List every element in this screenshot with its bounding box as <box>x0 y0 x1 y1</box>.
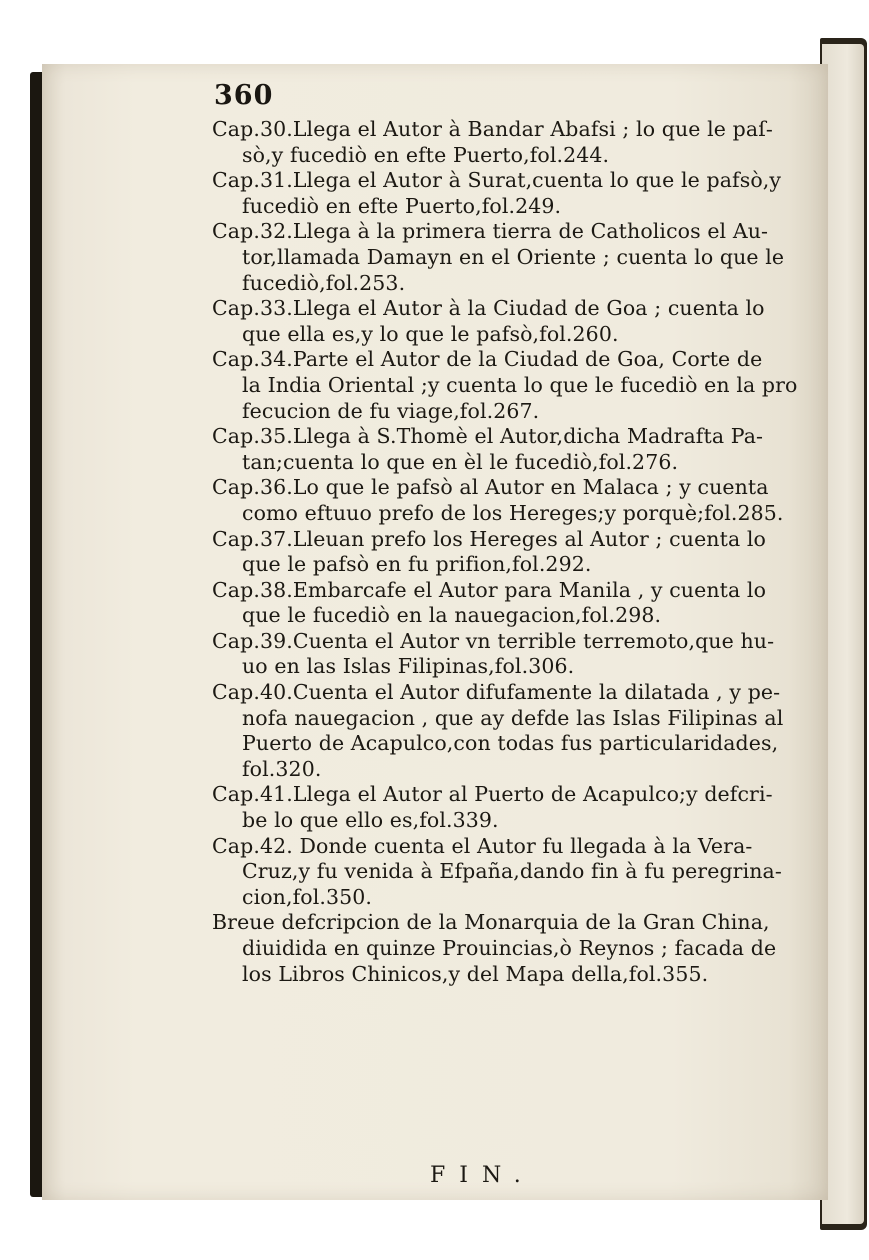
toc-entry <box>212 475 804 526</box>
page-number: 360 <box>214 80 274 111</box>
toc-entry-continuation-line: fecucion de fu viage,fol.267. <box>242 398 540 423</box>
toc-entry <box>212 168 804 219</box>
toc-entry <box>212 629 804 680</box>
toc-entry-heading-line: Cap.35.Llega à S.Thomè el Autor,dicha Madrafta Pa- <box>212 424 764 449</box>
table-of-contents <box>212 117 804 987</box>
toc-entry-continuation-line: tan;cuenta lo que en èl le fucediò,fol.276. <box>242 449 679 474</box>
toc-entry-heading-line: Cap.33.Llega el Autor à la Ciudad de Goa ; cuenta lo <box>212 296 765 321</box>
toc-entry-heading-line: Cap.37.Lleuan prefo los Hereges al Autor ; cuenta lo <box>212 526 766 551</box>
toc-entry-heading-line: Cap.31.Llega el Autor à Surat,cuenta lo que le pafsò,y <box>212 168 782 193</box>
toc-entry <box>212 680 804 782</box>
toc-entry <box>212 219 804 296</box>
toc-entry-continuation-line: fucediò en efte Puerto,fol.249. <box>242 193 562 218</box>
toc-entry-heading-line: Cap.38.Embarcafe el Autor para Manila , y cuenta lo <box>212 577 767 602</box>
toc-entry-heading-line: Cap.36.Lo que le pafsò al Autor en Malaca ; y cuenta <box>212 475 769 500</box>
toc-entry-continuation-line: la India Oriental ;y cuenta lo que le fucediò en la pro <box>242 372 798 397</box>
toc-entry-continuation-line: tor,llamada Damayn en el Oriente ; cuenta lo que le <box>242 244 785 269</box>
toc-entry-continuation-line: cion,fol.350. <box>242 884 373 909</box>
toc-entry-heading-line: Cap.39.Cuenta el Autor vn terrible terremoto,que hu- <box>212 628 775 653</box>
end-mark: FIN. <box>430 1163 535 1188</box>
toc-entry-heading-line: Cap.32.Llega à la primera tierra de Catholicos el Au- <box>212 219 769 244</box>
toc-entry <box>212 578 804 629</box>
toc-entry <box>212 296 804 347</box>
toc-entry-heading-line: Cap.40.Cuenta el Autor difufamente la dilatada , y pe- <box>212 680 781 705</box>
toc-entry-continuation-line: los Libros Chinicos,y del Mapa della,fol.355. <box>242 961 709 986</box>
toc-entry-continuation-line: sò,y fucediò en efte Puerto,fol.244. <box>242 142 610 167</box>
toc-entry-continuation-line: que ella es,y lo que le pafsò,fol.260. <box>242 321 619 346</box>
toc-entry-continuation-line: diuidida en quinze Prouincias,ò Reynos ; facada de <box>242 936 777 960</box>
toc-entry-continuation-line: como eftuuo prefo de los Hereges;y porquè;fol.285. <box>242 500 784 525</box>
toc-entry-continuation-line: Puerto de Acapulco,con todas fus particularidades, <box>242 731 779 756</box>
toc-entry-continuation-line: be lo que ello es,fol.339. <box>242 808 499 833</box>
toc-entry-continuation-line: Cruz,y fu venida à Efpaña,dando fin à fu peregrina- <box>242 859 782 884</box>
toc-entry-heading-line: Cap.42. Donde cuenta el Autor fu llegada à la Vera- <box>212 833 753 858</box>
toc-entry <box>212 782 804 833</box>
toc-entry <box>212 834 804 911</box>
facing-page-edge <box>822 44 864 1224</box>
toc-entry-heading-line: Cap.30.Llega el Autor à Bandar Abafsi ; lo que le paſ- <box>212 117 773 141</box>
toc-entry-continuation-line: uo en las Islas Filipinas,fol.306. <box>242 654 575 679</box>
toc-entry <box>212 910 804 987</box>
toc-entry-heading-line: Cap.34.Parte el Autor de la Ciudad de Goa, Corte de <box>212 347 763 372</box>
toc-entry-continuation-line: que le fucediò en la nauegacion,fol.298. <box>242 603 662 628</box>
toc-entry <box>212 347 804 424</box>
toc-entry-continuation-line: fol.320. <box>242 756 322 781</box>
toc-entry <box>212 527 804 578</box>
toc-entry-continuation-line: nofa nauegacion , que ay defde las Islas Filipinas al <box>242 705 784 730</box>
toc-entry-heading-line: Breue defcripcion de la Monarquia de la Gran China, <box>212 910 770 935</box>
toc-entry-continuation-line: que le pafsò en fu prifion,fol.292. <box>242 552 592 577</box>
toc-entry-heading-line: Cap.41.Llega el Autor al Puerto de Acapulco;y defcri- <box>212 782 773 807</box>
toc-entry <box>212 424 804 475</box>
toc-entry-continuation-line: fucediò,fol.253. <box>242 270 406 295</box>
toc-entry <box>212 117 804 168</box>
